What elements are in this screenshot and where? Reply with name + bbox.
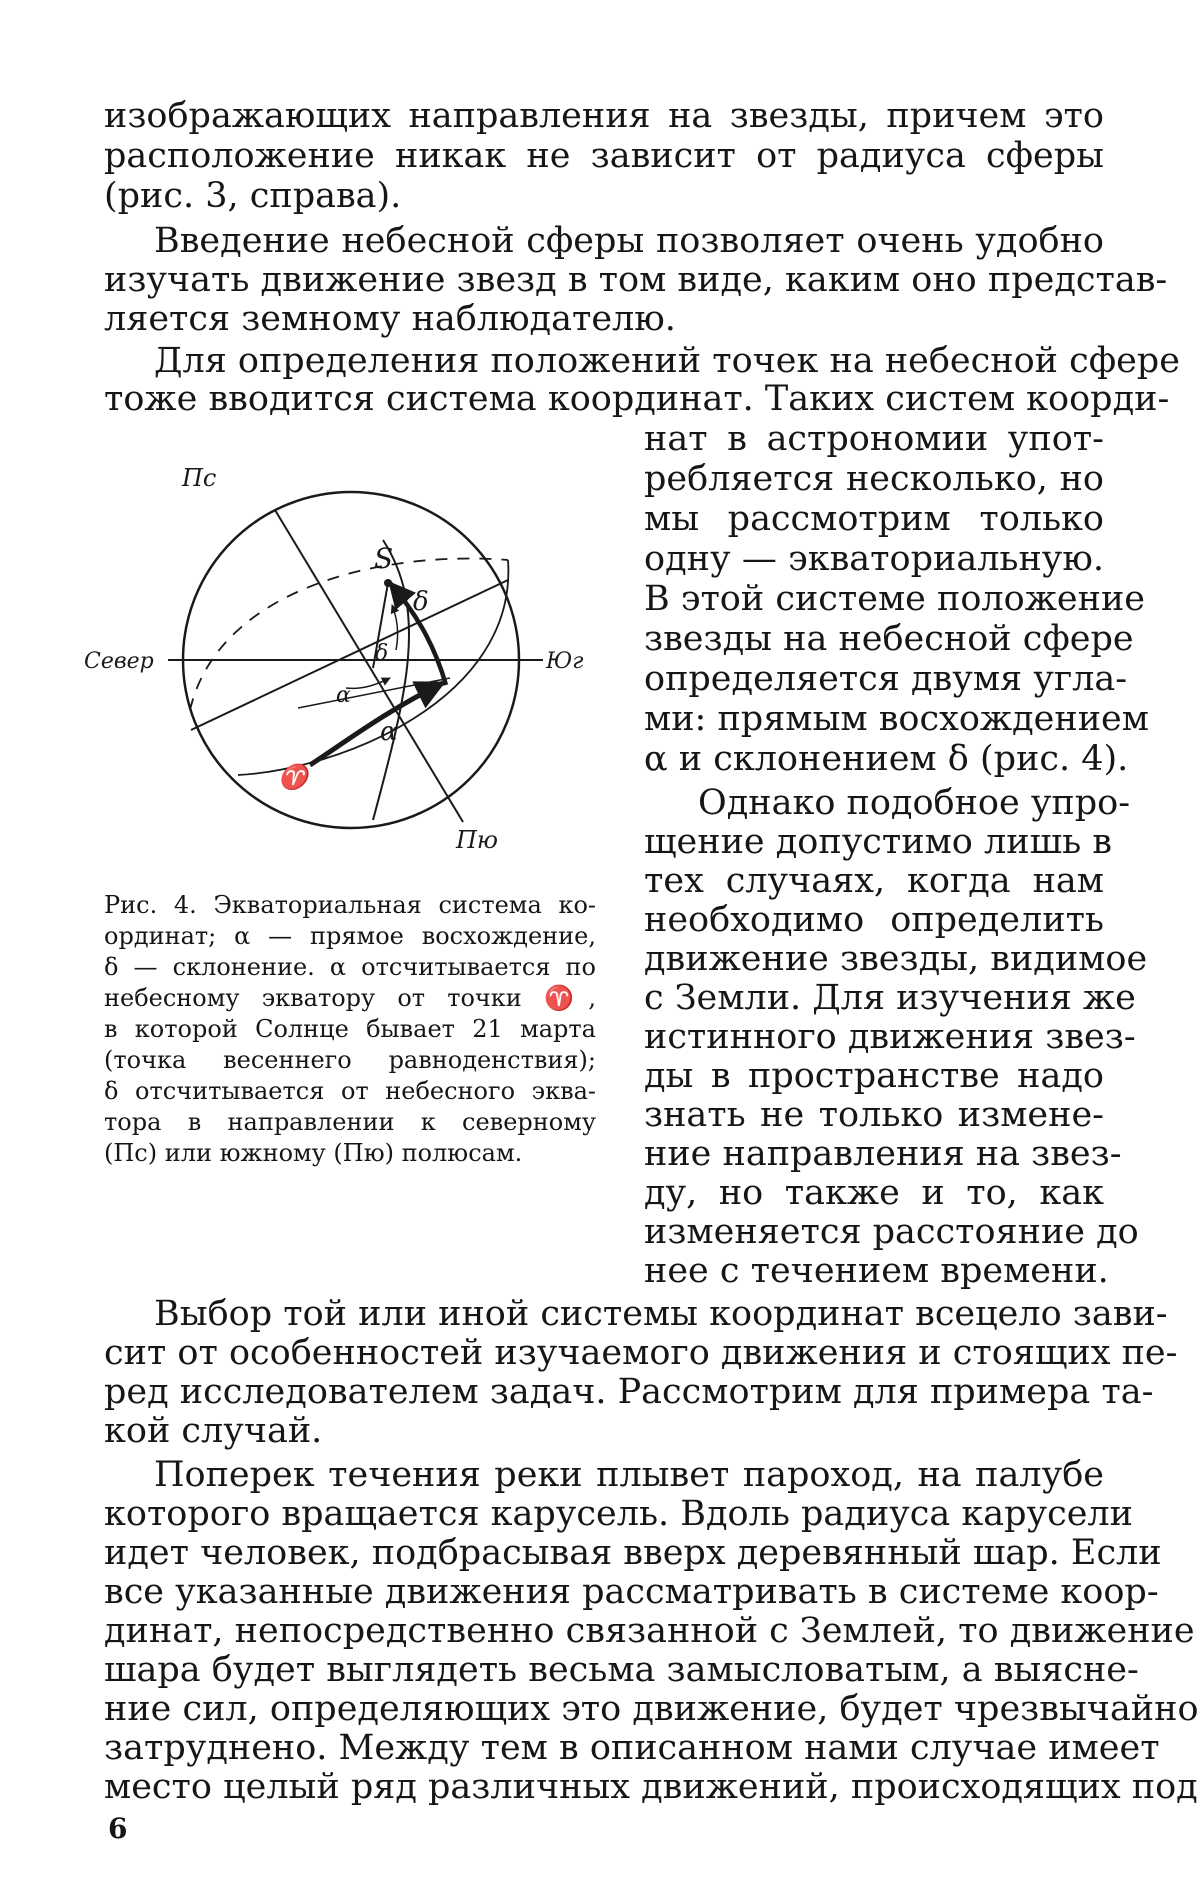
equatorial-coordinates-figure <box>78 440 618 860</box>
text-line: изменяется расстояние до <box>644 1212 1139 1252</box>
alpha-inner-arc <box>346 678 390 688</box>
pole-south-label: Пю <box>456 826 499 854</box>
caption-line: небесному экватору от точки ♈, <box>104 984 596 1012</box>
text-line: ми: прямым восхождением <box>644 699 1149 739</box>
text-line: определяется двумя угла- <box>644 659 1128 699</box>
text-line: знать не только измене- <box>644 1095 1104 1135</box>
caption-line: в которой Солнце бывает 21 марта <box>104 1015 596 1043</box>
delta-inner-label: δ <box>375 641 389 666</box>
text-line: Выбор той или иной системы координат всецело зави- <box>154 1294 1168 1334</box>
south-label: Юг <box>546 649 584 674</box>
vernal-point-label: ♈ <box>278 763 308 791</box>
text-line: Поперек течения реки плывет пароход, на палубе <box>154 1455 1104 1495</box>
text-line: затруднено. Между тем в описанном нами случае имеет <box>104 1728 1160 1768</box>
text-line: необходимо определить <box>644 900 1104 940</box>
text-line: тех случаях, когда нам <box>644 861 1104 901</box>
text-line: ду, но также и то, как <box>644 1173 1104 1213</box>
text-line: ред исследователем задач. Рассмотрим для примера та- <box>104 1372 1154 1412</box>
delta-inner-arc <box>392 605 398 650</box>
text-line: изучать движение звезд в том виде, каким оно представ- <box>104 260 1168 300</box>
text-line: истинного движения звез- <box>644 1017 1136 1057</box>
pole-north-label: Пс <box>182 464 217 492</box>
delta-outer-label: δ <box>413 587 429 617</box>
text-line: ды в пространстве надо <box>644 1056 1104 1096</box>
caption-line: (точка весеннего равноденствия); <box>104 1046 596 1074</box>
text-line: Введение небесной сферы позволяет очень удобно <box>154 221 1104 261</box>
text-line: мы рассмотрим только <box>644 499 1104 539</box>
text-line: движение звезды, видимое <box>644 939 1148 979</box>
north-label: Север <box>84 649 154 674</box>
page-number: 6 <box>108 1812 128 1845</box>
text-line: щение допустимо лишь в <box>644 822 1112 862</box>
star-label: S <box>374 542 394 575</box>
text-line: тоже вводится система координат. Таких систем коорди- <box>104 379 1170 419</box>
caption-line: ординат; α — прямое восхождение, <box>104 922 596 950</box>
text-line: ние направления на звез- <box>644 1134 1122 1174</box>
caption-line: тора в направлении к северному <box>104 1108 596 1136</box>
star-point <box>384 579 392 587</box>
text-line: идет человек, подбрасывая вверх деревянный шар. Если <box>104 1533 1162 1573</box>
text-line: нее с течением времени. <box>644 1251 1109 1291</box>
alpha-arrow <box>310 683 443 765</box>
text-line: динат, непосредственно связанной с Землей, то движение <box>104 1611 1195 1651</box>
text-line: ляется земному наблюдателю. <box>104 299 676 339</box>
text-line: нат в астрономии упот- <box>644 419 1104 459</box>
alpha-outer-label: α <box>380 717 398 747</box>
text-line: шара будет выглядеть весьма замысловатым, а выясне- <box>104 1650 1139 1690</box>
text-line: одну — экваториальную. <box>644 539 1104 579</box>
caption-line: (Пс) или южному (Пю) полюсам. <box>104 1139 523 1167</box>
text-line: ние сил, определяющих это движение, будет чрезвычайно <box>104 1689 1199 1729</box>
text-line: изображающих направления на звезды, причем это <box>104 96 1104 136</box>
text-line: В этой системе положение <box>644 579 1145 619</box>
text-line: сит от особенностей изучаемого движения и стоящих пе- <box>104 1333 1178 1373</box>
text-line: с Земли. Для изучения же <box>644 978 1136 1018</box>
text-line: расположение никак не зависит от радиуса сферы <box>104 136 1104 176</box>
caption-line: δ отсчитывается от небесного эква- <box>104 1077 596 1105</box>
text-line: Однако подобное упро- <box>698 783 1131 823</box>
text-line: кой случай. <box>104 1411 323 1451</box>
text-line: Для определения положений точек на небесной сфере <box>154 341 1180 381</box>
text-line: место целый ряд различных движений, происходящих под <box>104 1767 1198 1807</box>
text-line: все указанные движения рассматривать в системе коор- <box>104 1572 1159 1612</box>
text-line: ребляется несколько, но <box>644 459 1104 499</box>
caption-line: Рис. 4. Экваториальная система ко- <box>104 891 596 919</box>
text-line: α и склонением δ (рис. 4). <box>644 739 1129 779</box>
alpha-inner-label: α <box>336 683 351 708</box>
caption-line: δ — склонение. α отсчитывается по <box>104 953 596 981</box>
text-line: звезды на небесной сфере <box>644 619 1134 659</box>
text-line: (рис. 3, справа). <box>104 176 402 216</box>
text-line: которого вращается карусель. Вдоль радиуса карусели <box>104 1494 1133 1534</box>
